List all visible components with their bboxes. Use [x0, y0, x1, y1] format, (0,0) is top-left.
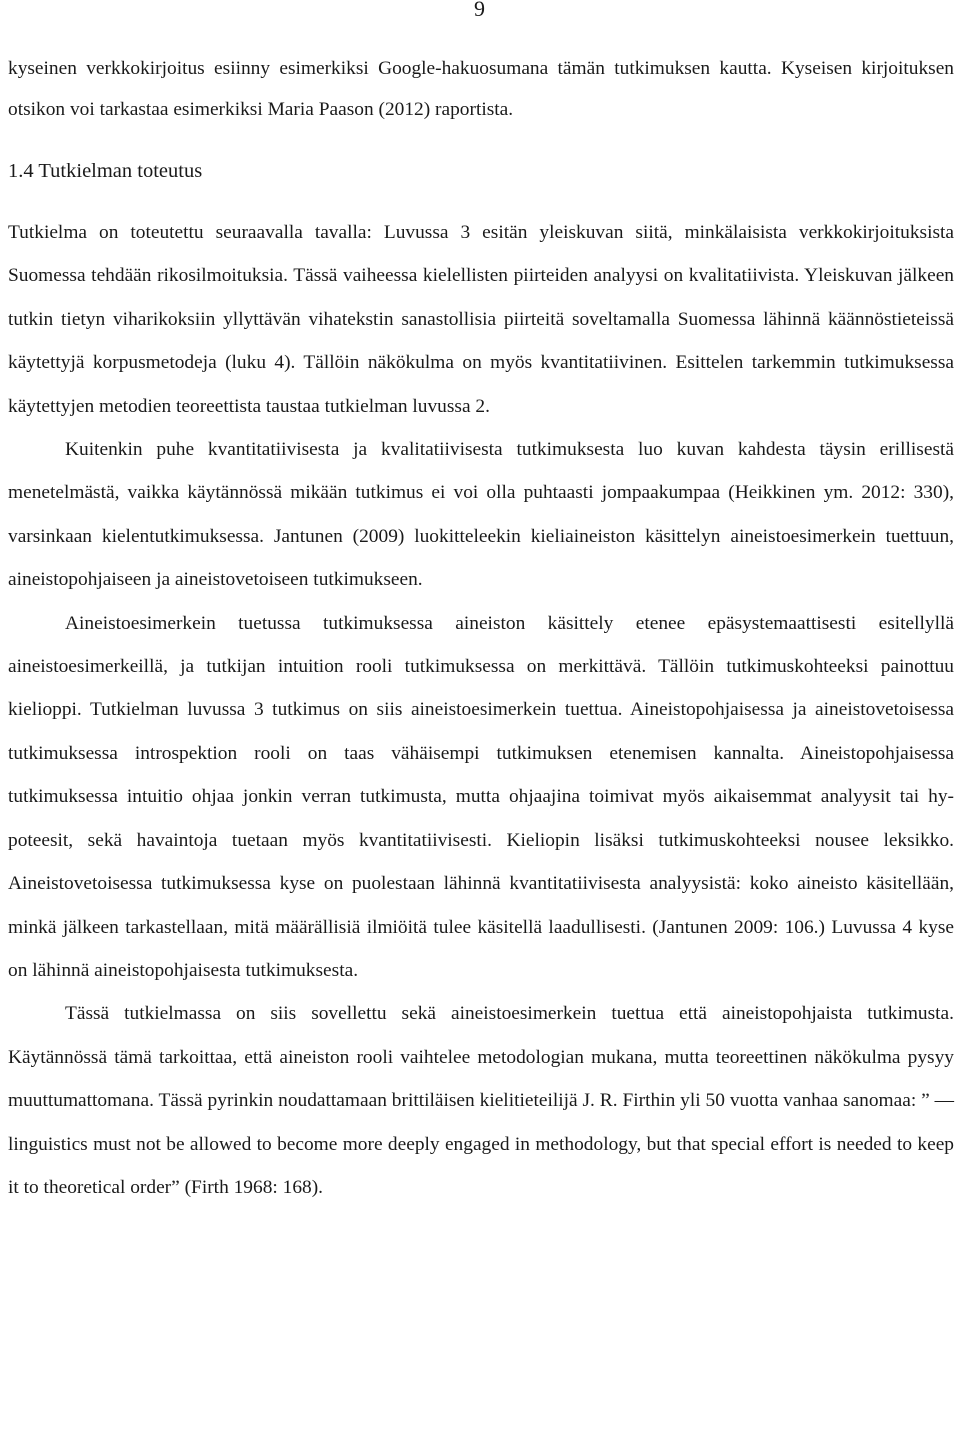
paragraph-firth-quote: Tässä tutkielmassa on siis sovellettu sekä aineistoesimerkein tuettua että aineistopohjaista tutkimusta. Käytännössä tämä tarkoittaa, että aineiston rooli vaihtelee metodologian mukana, mutta teoreettinen näkökulma pysyy muuttumattomana. Tässä pyrinkin noudattamaan brittiläisen kielitieteilijä J. R. Firthin yli 50 vuotta vanhaa sanomaa: ” — linguistics must not be allowed to become more deeply engaged in methodology, but that special effort is needed to keep it to theoretical order” (Firth 1968: 168). [8, 1003, 954, 1198]
document-body [8, 48, 954, 1209]
paragraph-method-overview: Tutkielma on toteutettu seuraavalla tavalla: Luvussa 3 esitän yleiskuvan siitä, minkälaisista verkkokirjoituksista Suomessa tehdään rikosilmoituksia. Tässä vaiheessa kielellisten piirteiden analyysi on kvalitatiivista. Yleiskuvan jälkeen tutkin tietyn viharikoksiin yllyttävän vihatekstin sanastollisia piirteitä soveltamalla Suomessa lähinnä käännöstieteissä käytettyjä korpusmetodeja (luku 4). Tällöin näkökulma on myös kvantitatiivinen. Esittelen tarkemmin tutkimuksessa käytettyjen metodien teoreettista taustaa tutkielman luvussa 2. [8, 222, 954, 417]
paragraph-quantitative-qualitative: Kuitenkin puhe kvantitatiivisesta ja kvalitatiivisesta tutkimuksesta luo kuvan kahdesta täysin erillisestä menetelmästä, vaikka käytännössä mikään tutkimus ei voi olla puhtaasti jompaakumpaa (Heikkinen ym. 2012: 330), varsinkaan kielentutkimuksessa. Jantunen (2009) luokitteleekin kieliaineiston käsittelyn aineistoesimerkein tuettuun, aineistopohjaiseen ja aineistovetoiseen tutkimukseen. [8, 439, 954, 591]
paragraph-data-approaches: Aineistoesimerkein tuetussa tutkimuksessa aineiston käsittely etenee epäsystemaattisesti esitellyllä aineistoesimerkeillä, ja tutkijan intuition rooli tutkimuksessa on merkittävä. Tällöin tutkimuskohteeksi painottuu kielioppi. Tutkielman luvussa 3 tutkimus on siis aineistoesimerkein tuettua. Aineistopohjaisessa ja aineistovetoisessa tutkimuksessa introspektion rooli on taas vähäisempi tutkimuksen etenemisen kannalta. Aineistopohjaisessa tutkimuksessa intuitio ohjaa jonkin verran tutkimusta, mutta ohjaajina toimivat myös aikaisemmat analyysit tai hypoteesit, sekä havaintoja tuetaan myös kvantitatiivisesti. Kieliopin lisäksi tutkimuskohteeksi nousee leksikko. Aineistovetoisessa tutkimuksessa kyse on puolestaan lähinnä kvantitatiivisesta analyysistä: koko aineisto käsitellään, minkä jälkeen tarkastellaan, mitä määrällisiä ilmiöitä tulee käsitellä laadullisesti. (Jantunen 2009: 106.) Luvussa 4 kyse on lähinnä aineistopohjaisesta tutkimuksesta. [8, 612, 954, 981]
page-number: 9 [474, 0, 485, 21]
section-heading: 1.4 Tutkielman toteutus [8, 160, 203, 182]
intro-paragraph: kyseinen verkkokirjoitus esiinny esimerkiksi Google-hakuosumana tämän tutkimuksen kautta. Kyseisen kirjoituksen otsikon voi tarkastaa esimerkiksi Maria Paason (2012) raportista. [8, 58, 954, 120]
